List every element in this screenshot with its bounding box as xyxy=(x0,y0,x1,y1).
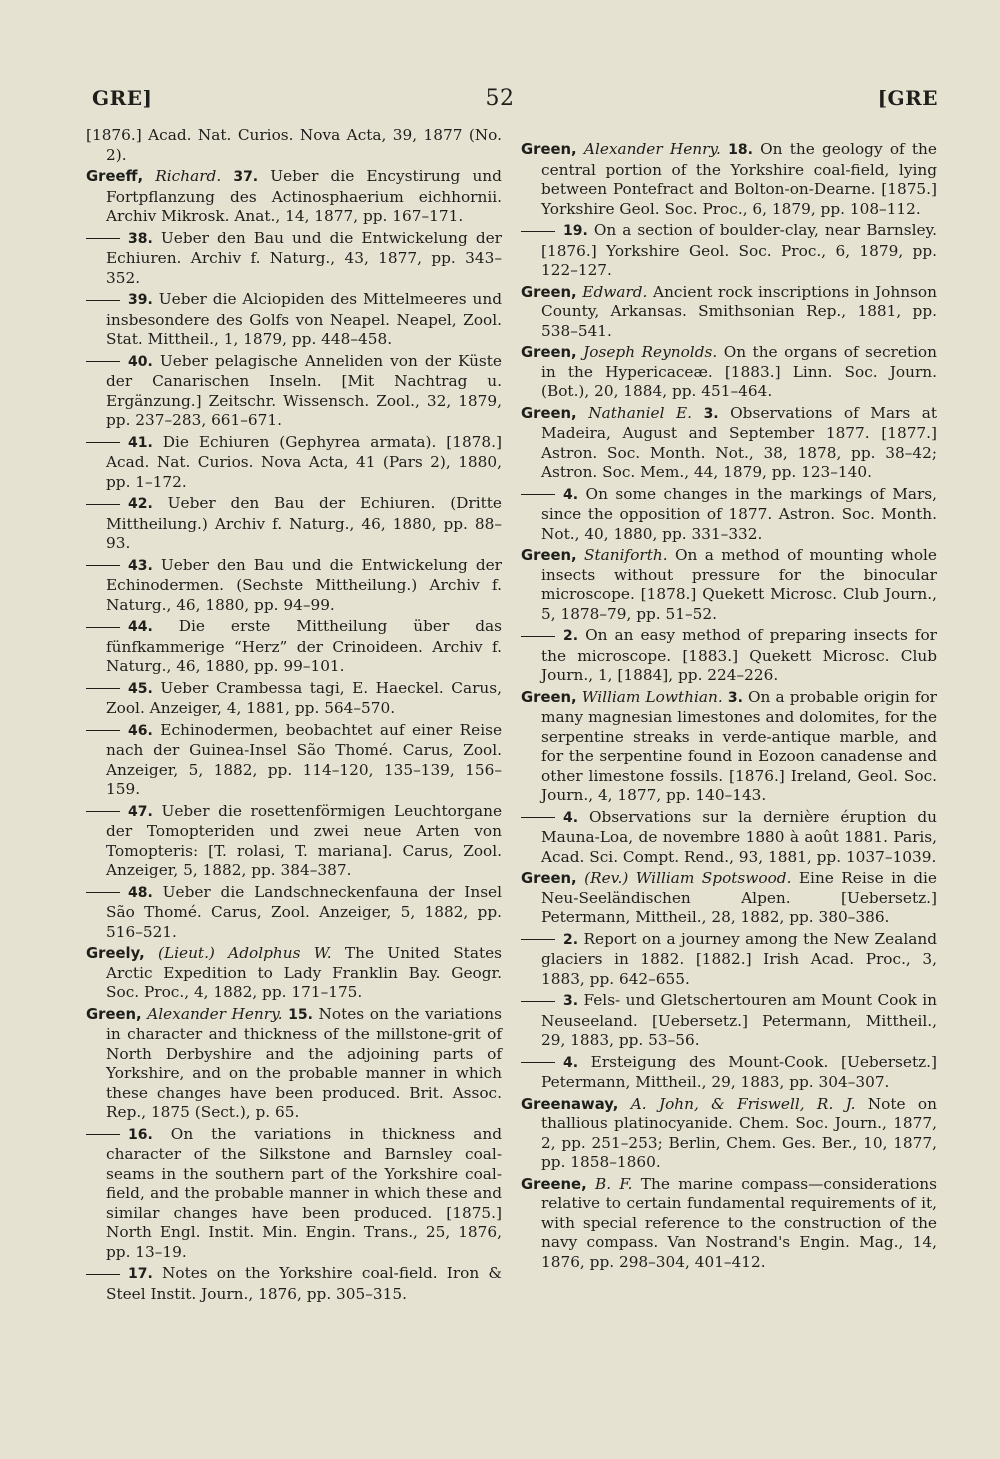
author-given-name: (Rev.) William Spotswood. xyxy=(584,869,792,887)
entry-number: 44. xyxy=(128,619,153,635)
entry-number: 16. xyxy=(128,1126,153,1143)
entry-number: 4. xyxy=(563,809,579,826)
author-surname: Green, xyxy=(521,870,577,887)
entry-number: 40. xyxy=(128,353,153,370)
entry-number: 2. xyxy=(563,628,579,644)
author-given-name: Joseph Reynolds. xyxy=(583,343,718,361)
author-given-name: Alexander Henry. xyxy=(147,1004,283,1023)
author-surname: Green, xyxy=(521,404,577,422)
entry-text: [1876.] Acad. Nat. Curios. Nova Acta, 39, 1877 (No. 2). xyxy=(86,126,502,164)
entry-number: 42. xyxy=(128,496,153,512)
entry-number: 3. xyxy=(727,689,743,706)
entry-number: 47. xyxy=(128,803,153,820)
ditto-dash xyxy=(521,817,555,818)
entry-text: Fels- und Gletschertouren am Mount Cook in Neuseeland. [Uebersetz.] Petermann, Mittheil., 29, 1883, pp. 53–56. xyxy=(541,991,937,1049)
bibliography-entry xyxy=(521,221,937,281)
entry-number: 48. xyxy=(128,884,153,901)
entry-text: The United States Arctic Expedition to Lady Franklin Bay. Geogr. Soc. Proc., 4, 1882, pp. 171–175. xyxy=(106,944,502,1001)
ditto-dash xyxy=(86,238,120,239)
ditto-dash xyxy=(521,939,555,940)
entry-text: On a method of mounting whole insects without pressure for the binocular microscope. [1878.] Quekett Microsc. Club Journ., 5, 1878–79, pp. 51–52. xyxy=(541,546,937,623)
bibliography-entry xyxy=(521,991,937,1051)
entry-text: Echinodermen, beobachtet auf einer Reise nach der Guinea-Insel São Thomé. Carus, Zool. Anzeiger, 5, 1882, pp. 114–120, 135–139, 156–159. xyxy=(106,720,502,798)
bibliography-entry xyxy=(86,1005,502,1123)
entry-text: Ueber Crambessa tagi, E. Haeckel. Carus, Zool. Anzeiger, 4, 1881, pp. 564–570. xyxy=(106,678,502,717)
author-given-name: Richard. xyxy=(155,167,222,185)
author-given-name: Alexander Henry. xyxy=(583,140,721,158)
bibliography-entry xyxy=(521,546,937,624)
bibliography-entry xyxy=(86,352,502,431)
ditto-dash xyxy=(86,300,120,301)
running-head-left: GRE] xyxy=(92,86,153,110)
bibliography-entry xyxy=(521,343,937,402)
author-surname: Greene, xyxy=(521,1175,587,1193)
entry-text: Ueber die Encystirung und Fortpflanzung des Actinosphaerium eichhornii. Archiv Mikrosk. Anat., 14, 1877, pp. 167–171. xyxy=(106,167,502,225)
entry-number: 19. xyxy=(563,223,588,239)
ditto-dash xyxy=(86,504,120,505)
author-surname: Green, xyxy=(521,688,577,706)
entry-text: Eine Reise in die Neu-Seeländischen Alpen. [Uebersetz.] Petermann, Mittheil., 28, 1882, pp. 380–386. xyxy=(541,869,937,926)
entry-text: Die erste Mittheilung über das fünfkammerige “Herz” der Crinoideen. Archiv f. Naturg., 46, 1880, pp. 99–101. xyxy=(106,617,502,675)
entry-text: Notes on the variations in character and thickness of the millstone-grit of North Derbyshire and the adjoining parts of Yorkshire, and on the probable manner in which these changes have been produced. Brit. Assoc. Rep., 1875 (Sect.), p. 65. xyxy=(106,1004,502,1121)
ditto-dash xyxy=(86,361,120,362)
bibliography-entry xyxy=(86,494,502,554)
ditto-dash xyxy=(86,1134,120,1135)
entry-text: Ancient rock inscriptions in Johnson County, Arkansas. Smithsonian Rep., 1881, pp. 538–541. xyxy=(541,282,937,340)
entry-text: On a probable origin for many magnesian limestones and dolomites, for the serpentine streaks in verde-antique marble, and for the serpentine found in Eozoon canadense and other limestone fossils. [1876.] Ireland, Geol. Soc. Journ., 4, 1877, pp. 140–143. xyxy=(541,687,937,804)
entry-text: Ueber den Bau und die Entwickelung der Echinodermen. (Sechste Mittheilung.) Archiv f. Naturg., 46, 1880, pp. 94–99. xyxy=(106,555,502,614)
entry-number: 38. xyxy=(128,230,153,247)
bibliography-entry xyxy=(521,930,937,990)
entry-text: Observations of Mars at Madeira, August and September 1877. [1877.] Astron. Soc. Month. Not., 38, 1878, pp. 38–42; Astron. Soc. Mem., 44, 1879, pp. 123–140. xyxy=(541,403,937,481)
right-column xyxy=(521,140,937,1274)
entry-number: 15. xyxy=(288,1006,313,1023)
ditto-dash xyxy=(86,627,120,628)
entry-number: 39. xyxy=(128,292,153,308)
entry-number: 45. xyxy=(128,680,153,697)
entry-text: On the organs of secretion in the Hypericaceæ. [1883.] Linn. Soc. Journ. (Bot.), 20, 1884, pp. 451–464. xyxy=(541,343,937,400)
author-given-name: B. F. xyxy=(595,1174,633,1193)
entry-text: On a section of boulder-clay, near Barnsley. [1876.] Yorkshire Geol. Soc. Proc., 6, 1879, pp. 122–127. xyxy=(541,221,937,279)
author-surname: Greenaway, xyxy=(521,1095,619,1113)
bibliography-entry xyxy=(521,626,937,686)
entry-text: On some changes in the markings of Mars, since the opposition of 1877. Astron. Soc. Month. Not., 40, 1880, pp. 331–332. xyxy=(541,484,937,543)
author-given-name: William Lowthian. xyxy=(581,687,723,706)
entry-number: 4. xyxy=(563,486,579,503)
author-surname: Green, xyxy=(521,283,577,301)
entry-text: Ueber den Bau und die Entwickelung der Echiuren. Archiv f. Naturg., 43, 1877, pp. 343–352. xyxy=(106,228,502,287)
bibliography-entry xyxy=(521,1095,937,1173)
author-given-name: Nathaniel E. xyxy=(588,403,693,422)
ditto-dash xyxy=(521,494,555,495)
author-surname: Greeff, xyxy=(86,168,144,185)
author-surname: Greely, xyxy=(86,945,145,962)
bibliography-entry xyxy=(521,485,937,545)
entry-text: Ueber pelagische Anneliden von der Küste der Canarischen Inseln. [Mit Nachtrag u. Ergänzung.] Zeitschr. Wissensch. Zool., 32, 1879, pp. 237–283, 661–671. xyxy=(106,351,502,429)
bibliography-entry xyxy=(86,944,502,1003)
entry-text: Note on thallious platinocyanide. Chem. Soc. Journ., 1877, 2, pp. 251–253; Berlin, Chem. Ges. Ber., 10, 1877, pp. 1858–1860. xyxy=(541,1094,937,1171)
bibliography-entry xyxy=(86,721,502,800)
bibliography-entry xyxy=(86,679,502,719)
ditto-dash xyxy=(521,1062,555,1063)
entry-text: The marine compass—considerations relative to certain fundamental requirements of it, with special reference to the construction of the navy compass. Van Nostrand's Engin. Mag., 14, 1876, pp. 298–304, 401–412. xyxy=(541,1174,937,1271)
entry-number: 3. xyxy=(563,993,579,1009)
bibliography-entry xyxy=(521,1053,937,1093)
entry-number: 17. xyxy=(128,1266,153,1282)
ditto-dash xyxy=(86,1274,120,1275)
bibliography-entry xyxy=(86,802,502,881)
ditto-dash xyxy=(86,892,120,893)
entry-number: 43. xyxy=(128,557,153,574)
ditto-dash xyxy=(86,730,120,731)
author-given-name: Staniforth. xyxy=(584,546,668,564)
bibliography-entry xyxy=(86,167,502,227)
bibliography-entry xyxy=(521,283,937,342)
entry-text: Notes on the Yorkshire coal-field. Iron & Steel Instit. Journ., 1876, pp. 305–315. xyxy=(106,1264,502,1303)
bibliography-entry xyxy=(86,1125,502,1263)
entry-number: 4. xyxy=(563,1054,579,1071)
bibliography-entry xyxy=(86,1264,502,1304)
ditto-dash xyxy=(521,231,555,232)
author-given-name: A. John, & Friswell, R. J. xyxy=(630,1094,856,1113)
author-surname: Green, xyxy=(521,547,577,564)
entry-number: 2. xyxy=(563,931,579,948)
bibliography-entry xyxy=(86,290,502,350)
bibliography-entry xyxy=(86,126,502,165)
bibliography-entry xyxy=(521,140,937,219)
bibliography-entry xyxy=(86,617,502,677)
ditto-dash xyxy=(521,1001,555,1002)
ditto-dash xyxy=(86,565,120,566)
entry-text: Die Echiuren (Gephyrea armata). [1878.] Acad. Nat. Curios. Nova Acta, 41 (Pars 2), 1880, pp. 1–172. xyxy=(106,432,502,491)
entry-text: Ersteigung des Mount-Cook. [Uebersetz.] Petermann, Mittheil., 29, 1883, pp. 304–307. xyxy=(541,1052,937,1091)
entry-text: On an easy method of preparing insects for the microscope. [1883.] Quekett Microsc. Club Journ., 1, [1884], pp. 224–226. xyxy=(541,626,937,684)
author-surname: Green, xyxy=(521,141,577,158)
bibliography-entry xyxy=(521,1175,937,1273)
bibliography-entry xyxy=(521,869,937,928)
entry-number: 37. xyxy=(233,169,259,185)
ditto-dash xyxy=(86,688,120,689)
ditto-dash xyxy=(521,636,555,637)
entry-number: 46. xyxy=(128,722,153,739)
author-surname: Green, xyxy=(521,344,577,361)
bibliography-entry xyxy=(86,229,502,289)
bibliography-entry xyxy=(86,556,502,616)
bibliography-entry xyxy=(86,883,502,943)
entry-text: Ueber den Bau der Echiuren. (Dritte Mittheilung.) Archiv f. Naturg., 46, 1880, pp. 88–93. xyxy=(106,494,502,552)
page-number: 52 xyxy=(485,86,515,111)
bibliography-entry xyxy=(521,404,937,483)
ditto-dash xyxy=(86,442,120,443)
entry-number: 41. xyxy=(128,434,153,451)
ditto-dash xyxy=(86,811,120,812)
author-surname: Green, xyxy=(86,1005,142,1023)
bibliography-entry xyxy=(86,433,502,493)
entry-text: On the variations in thickness and character of the Silkstone and Barnsley coal-seams in the southern part of the Yorkshire coal-field, and the probable manner in which these and similar changes have been produced. [1875.] North Engl. Instit. Min. Engin. Trans., 25, 1876, pp. 13–19. xyxy=(106,1124,502,1261)
entry-number: 3. xyxy=(703,405,719,422)
author-given-name: Edward. xyxy=(582,282,648,301)
author-given-name: (Lieut.) Adolphus W. xyxy=(158,944,332,962)
left-column xyxy=(86,126,502,1306)
entry-number: 18. xyxy=(728,142,753,158)
entry-text: Ueber die Landschneckenfauna der Insel São Thomé. Carus, Zool. Anzeiger, 5, 1882, pp. 516–521. xyxy=(106,882,502,941)
entry-text: Observations sur la dernière éruption du Mauna-Loa, de novembre 1880 à août 1881. Paris, Acad. Sci. Compt. Rend., 93, 1881, pp. 1037–1039. xyxy=(541,807,937,866)
bibliography-entry xyxy=(521,688,937,806)
entry-text: On the geology of the central portion of the Yorkshire coal-field, lying between Pontefract and Bolton-on-Dearne. [1875.] Yorkshire Geol. Soc. Proc., 6, 1879, pp. 108–112. xyxy=(541,140,937,218)
running-head-right: [GRE xyxy=(877,86,938,110)
entry-text: Report on a journey among the New Zealand glaciers in 1882. [1882.] Irish Acad. Proc., 3, 1883, pp. 642–655. xyxy=(541,929,937,988)
bibliography-entry xyxy=(521,808,937,868)
entry-text: Ueber die Alciopiden des Mittelmeeres und insbesondere des Golfs von Neapel. Neapel, Zool. Stat. Mittheil., 1, 1879, pp. 448–458. xyxy=(106,290,503,348)
entry-text: Ueber die rosettenförmigen Leuchtorgane der Tomopteriden und zwei neue Arten von Tomopteris: [T. rolasi, T. mariana]. Carus, Zool. Anzeiger, 5, 1882, pp. 384–387. xyxy=(106,801,502,879)
